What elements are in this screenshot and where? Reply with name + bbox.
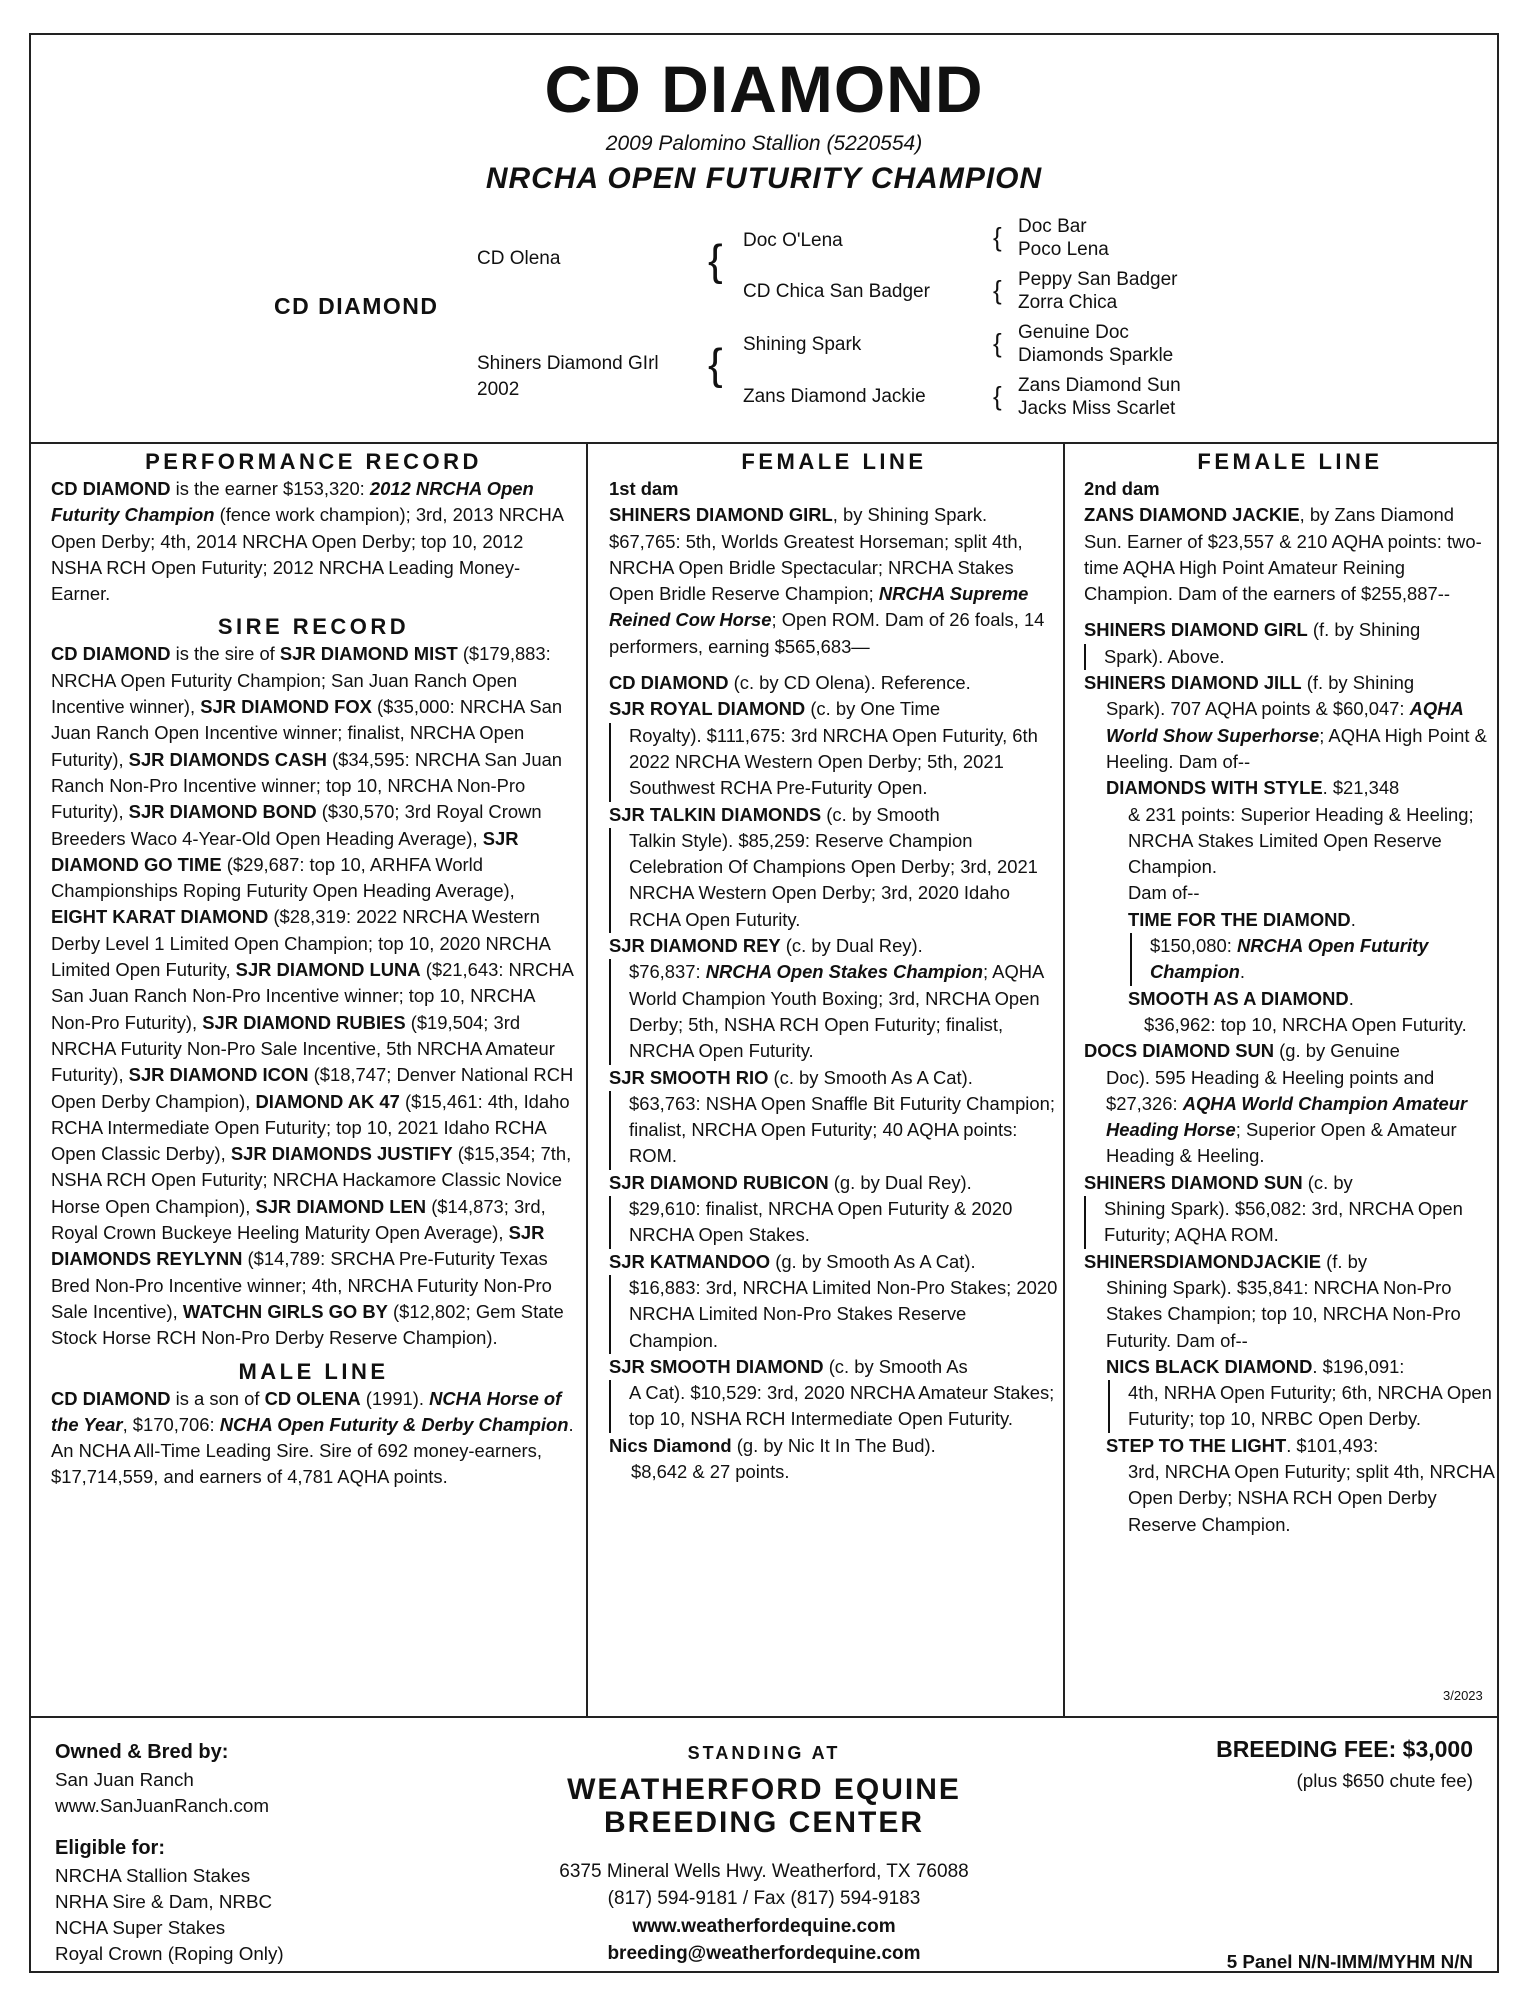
eligible-item: NRHA Sire & Dam, NRBC — [55, 1891, 273, 1912]
offspring-detail: Doc). 595 Heading & Heeling points and $27,326: AQHA World Champion Amateur Heading Horse; Superior Open & Amateur Heading & Heeling. — [1106, 1066, 1468, 1167]
section-title-sire: SIRE RECORD — [217, 614, 410, 640]
column-female-line-1 — [609, 444, 1059, 1485]
page-title: CD DIAMOND — [544, 52, 984, 126]
offspring-entry: SJR TALKIN DIAMONDS (c. by Smooth — [609, 803, 940, 825]
divider — [586, 444, 588, 1718]
offspring-detail: Talkin Style). $85,259: Reserve Champion Celebration Of Champions Open Derby; 3rd, 2021 NRCHA Western Open Derby; 3rd, 2020 Idaho RCHA Open Futurity. — [609, 828, 1059, 933]
first-dam-text: SHINERS DIAMOND GIRL, by Shining Spark. $67,765: 5th, Worlds Greatest Horseman; split 4th, NRCHA Open Bridle Spectacular; NRCHA Stakes Open Bridle Reserve Champion; NRCHA Supreme Reined Cow Horse; Open ROM. Dam of 26 foals, 14 performers, earning $565,683— — [609, 504, 1045, 657]
owner-website[interactable]: www.SanJuanRanch.com — [55, 1795, 270, 1816]
center-website[interactable]: www.weatherfordequine.com — [632, 1916, 896, 1937]
page-subtitle: 2009 Palomino Stallion (5220554) — [605, 132, 923, 155]
offspring-detail: $36,962: top 10, NRCHA Open Futurity. — [1144, 1013, 1467, 1035]
offspring-entry: SHINERSDIAMONDJACKIE (f. by — [1084, 1250, 1368, 1272]
offspring-entry: CD DIAMOND (c. by CD Olena). Reference. — [609, 672, 971, 694]
headline: NRCHA OPEN FUTURITY CHAMPION — [485, 162, 1043, 195]
offspring-detail: $63,763: NSHA Open Snaffle Bit Futurity Champion; finalist, NRCHA Open Futurity; 40 AQHA points: ROM. — [609, 1091, 1059, 1170]
offspring-detail: $76,837: NRCHA Open Stakes Champion; AQHA World Champion Youth Boxing; 3rd, NRCHA Open Derby; 5th, NSHA RCH Open Futurity; finalist, NRCHA Open Futurity. — [609, 959, 1059, 1064]
center-name-1: WEATHERFORD EQUINE — [567, 1773, 961, 1806]
pedigree-g1: Doc Bar — [1018, 216, 1087, 237]
offspring-entry: SJR KATMANDOO (g. by Smooth As A Cat). — [609, 1250, 976, 1272]
divider — [1063, 444, 1065, 1718]
eligible-item: NCHA Super Stakes — [55, 1917, 226, 1938]
standing-label: STANDING AT — [687, 1743, 841, 1763]
second-dam-label: 2nd dam — [1084, 478, 1160, 499]
offspring-entry: NICS BLACK DIAMOND. $196,091: — [1106, 1355, 1405, 1377]
pedigree-g6: Diamonds Sparkle — [1018, 345, 1174, 366]
section-title-performance: PERFORMANCE RECORD — [145, 449, 482, 474]
offspring-detail: $29,610: finalist, NRCHA Open Futurity & 2020 NRCHA Open Stakes. — [609, 1196, 1059, 1249]
pedigree-horse: CD DIAMOND — [274, 293, 439, 319]
section-title-male: MALE LINE — [238, 1358, 389, 1384]
pedigree-g7: Zans Diamond Sun — [1018, 375, 1181, 396]
owned-label: Owned & Bred by: — [55, 1741, 229, 1763]
offspring-detail: 4th, NRHA Open Futurity; 6th, NRCHA Open Futurity; top 10, NRBC Open Derby. — [1108, 1380, 1496, 1433]
offspring-detail: Spark). 707 AQHA points & $60,047: AQHA World Show Superhorse; AQHA High Point & Heeling. Dam of-- — [1106, 698, 1487, 772]
offspring-entry: SJR SMOOTH DIAMOND (c. by Smooth As — [609, 1355, 968, 1377]
genetic-panel: 5 Panel N/N-IMM/MYHM N/N — [1226, 1951, 1473, 1972]
page-frame — [29, 33, 1499, 1973]
brace-icon: { — [993, 381, 1002, 411]
pedigree-ss: Doc O'Lena — [743, 230, 843, 251]
offspring-entry: SMOOTH AS A DIAMOND. — [1128, 987, 1354, 1009]
section-title-female-2: FEMALE LINE — [1197, 449, 1383, 474]
pedigree-ds: Shining Spark — [743, 334, 862, 355]
offspring-entry: SJR DIAMOND REY (c. by Dual Rey). — [609, 935, 923, 957]
offspring-entry: STEP TO THE LIGHT. $101,493: — [1106, 1434, 1379, 1456]
pedigree-g8: Jacks Miss Scarlet — [1018, 398, 1176, 419]
center-phone: (817) 594-9181 / Fax (817) 594-9183 — [607, 1888, 921, 1909]
brace-icon: { — [993, 275, 1002, 305]
brace-icon: { — [993, 222, 1002, 252]
divider — [31, 1716, 1497, 1718]
eligible-item: NRCHA Stallion Stakes — [55, 1865, 251, 1886]
offspring-entry: SHINERS DIAMOND SUN (c. by — [1084, 1171, 1353, 1193]
offspring-detail: $16,883: 3rd, NRCHA Limited Non-Pro Stakes; 2020 NRCHA Limited Non-Pro Stakes Reserve Champion. — [609, 1275, 1059, 1354]
center-email[interactable]: breeding@weatherfordequine.com — [607, 1943, 921, 1964]
pedigree-dam-year: 2002 — [477, 379, 520, 400]
offspring-detail: $150,080: NRCHA Open Futurity Champion. — [1130, 933, 1496, 986]
offspring-entry: SJR DIAMOND RUBICON (g. by Dual Rey). — [609, 1171, 972, 1193]
offspring-entry: SHINERS DIAMOND JILL (f. by Shining — [1084, 672, 1415, 694]
sire-text: CD DIAMOND is the sire of SJR DIAMOND MIST ($179,883: NRCHA Open Futurity Champion; San Juan Ranch Open Incentive winner), SJR DIAMOND FOX ($35,000: NRCHA San Juan Ranch Open Incentive winner; finalist, NRCHA Open Futurity), SJR DIAMONDS CASH ($34,595: NRCHA San Juan Ranch Non-Pro Incentive winner; top 10, NRCHA Non-Pro Futurity), SJR DIAMOND BOND ($30,570; 3rd Royal Crown Breeders Waco 4-Year-Old Open Heading Average), SJR DIAMOND GO TIME ($29,687: top 10, ARHFA World Championships Roping Futurity Open Heading Average), EIGHT KARAT DIAMOND ($28,319: 2022 NRCHA Western Derby Level 1 Limited Open Champion; top 10, 2020 NRCHA Limited Open Futurity, SJR DIAMOND LUNA ($21,643: NRCHA San Juan Ranch Non-Pro Incentive winner; top 10, NRCHA Non-Pro Futurity), SJR DIAMOND RUBIES ($19,504; 3rd NRCHA Futurity Non-Pro Sale Incentive, 5th NRCHA Amateur Futurity), SJR DIAMOND ICON ($18,747; Denver National RCH Open Derby Champion), DIAMOND AK 47 ($15,461: 4th, Idaho RCHA Intermediate Open Futurity; top 10, 2021 Idaho RCHA Open Classic Derby), SJR DIAMONDS JUSTIFY ($15,354; 7th, NSHA RCH Open Futurity; NRCHA Hackamore Classic Novice Horse Open Champion), SJR DIAMOND LEN ($14,873; 3rd, Royal Crown Buckeye Heeling Maturity Open Average), SJR DIAMONDS REYLYNN ($14,789: SRCHA Pre-Futurity Texas Bred Non-Pro Incentive winner; 4th, NRCHA Futurity Non-Pro Sale Incentive), WATCHN GIRLS GO BY ($12,802; Gem State Stock Horse RCH Non-Pro Derby Reserve Champion). — [51, 643, 574, 1349]
offspring-detail: A Cat). $10,529: 3rd, 2020 NRCHA Amateur Stakes; top 10, NSHA RCH Intermediate Open Futurity. — [609, 1380, 1059, 1433]
column-female-line-2 — [1084, 444, 1496, 1538]
performance-text: CD DIAMOND is the earner $153,320: 2012 NRCHA Open Futurity Champion (fence work champion); 3rd, 2013 NRCHA Open Derby; 4th, 2014 NRCHA Open Derby; top 10, 2012 NSHA RCH Open Futurity; 2012 NRCHA Leading Money-Earner. — [51, 478, 564, 605]
offspring-detail: Shining Spark). $35,841: NRCHA Non-Pro Stakes Champion; top 10, NRCHA Non-Pro Futurity. Dam of-- — [1106, 1276, 1461, 1351]
offspring-detail: 3rd, NRCHA Open Futurity; split 4th, NRCHA Open Derby; NSHA RCH Open Derby Reserve Champion. — [1128, 1460, 1494, 1535]
pedigree-sire: CD Olena — [477, 248, 561, 269]
pedigree-g5: Genuine Doc — [1018, 322, 1129, 343]
pedigree-g3: Peppy San Badger — [1018, 269, 1178, 290]
brace-icon: { — [993, 328, 1002, 358]
offspring-entry: SHINERS DIAMOND GIRL (f. by Shining — [1084, 619, 1421, 641]
center-name-2: BREEDING CENTER — [603, 1806, 925, 1839]
offspring-entry: Nics Diamond (g. by Nic It In The Bud). — [609, 1434, 936, 1456]
offspring-detail: Spark). Above. — [1084, 644, 1496, 670]
pedigree-g4: Zorra Chica — [1018, 292, 1118, 313]
offspring-entry: DOCS DIAMOND SUN (g. by Genuine — [1084, 1040, 1400, 1062]
offspring-entry: SJR SMOOTH RIO (c. by Smooth As A Cat). — [609, 1066, 973, 1088]
breeding-fee: BREEDING FEE: $3,000 — [1216, 1736, 1473, 1762]
brace-icon: { — [708, 340, 723, 389]
male-line-text: CD DIAMOND is a son of CD OLENA (1991). NCHA Horse of the Year, $170,706: NCHA Open Futurity & Derby Champion. An NCHA All-Time Leading Sire. Sire of 692 money-earners, $17,714,559, and earners of 4,781 AQHA points. — [51, 1387, 574, 1488]
date-code: 3/2023 — [1443, 1688, 1483, 1703]
offspring-detail: & 231 points: Superior Heading & Heeling; NRCHA Stakes Limited Open Reserve Champion. Dam of-- — [1128, 803, 1474, 904]
offspring-entry: SJR ROYAL DIAMOND (c. by One Time — [609, 698, 941, 720]
chute-fee: (plus $650 chute fee) — [1296, 1770, 1473, 1791]
offspring-detail: $8,642 & 27 points. — [631, 1460, 790, 1482]
offspring-detail: Royalty). $111,675: 3rd NRCHA Open Futurity, 6th 2022 NRCHA Western Open Derby; 5th, 2021 Southwest RCHA Pre-Futurity Open. — [609, 723, 1059, 802]
eligible-item: Royal Crown (Roping Only) — [55, 1943, 284, 1964]
pedigree-dd: Zans Diamond Jackie — [743, 386, 926, 407]
eligible-label: Eligible for: — [55, 1837, 165, 1859]
center-address: 6375 Mineral Wells Hwy. Weatherford, TX 76088 — [559, 1861, 969, 1882]
owner-name: San Juan Ranch — [55, 1769, 194, 1790]
first-dam-label: 1st dam — [609, 478, 679, 499]
section-title-female-1: FEMALE LINE — [741, 449, 927, 474]
brace-icon: { — [708, 236, 723, 285]
column-performance — [51, 444, 576, 1491]
pedigree-dam: Shiners Diamond GIrl — [477, 353, 659, 374]
pedigree-sd: CD Chica San Badger — [743, 281, 930, 302]
second-dam-text: ZANS DIAMOND JACKIE, by Zans Diamond Sun. Earner of $23,557 & 210 AQHA points: two-time AQHA High Point Amateur Reining Champion. Dam of the earners of $255,887-- — [1084, 504, 1482, 605]
offspring-entry: TIME FOR THE DIAMOND. — [1128, 908, 1356, 930]
pedigree-g2: Poco Lena — [1018, 239, 1109, 260]
offspring-detail: Shining Spark). $56,082: 3rd, NRCHA Open Futurity; AQHA ROM. — [1084, 1196, 1496, 1249]
offspring-entry: DIAMONDS WITH STYLE. $21,348 — [1106, 777, 1400, 799]
